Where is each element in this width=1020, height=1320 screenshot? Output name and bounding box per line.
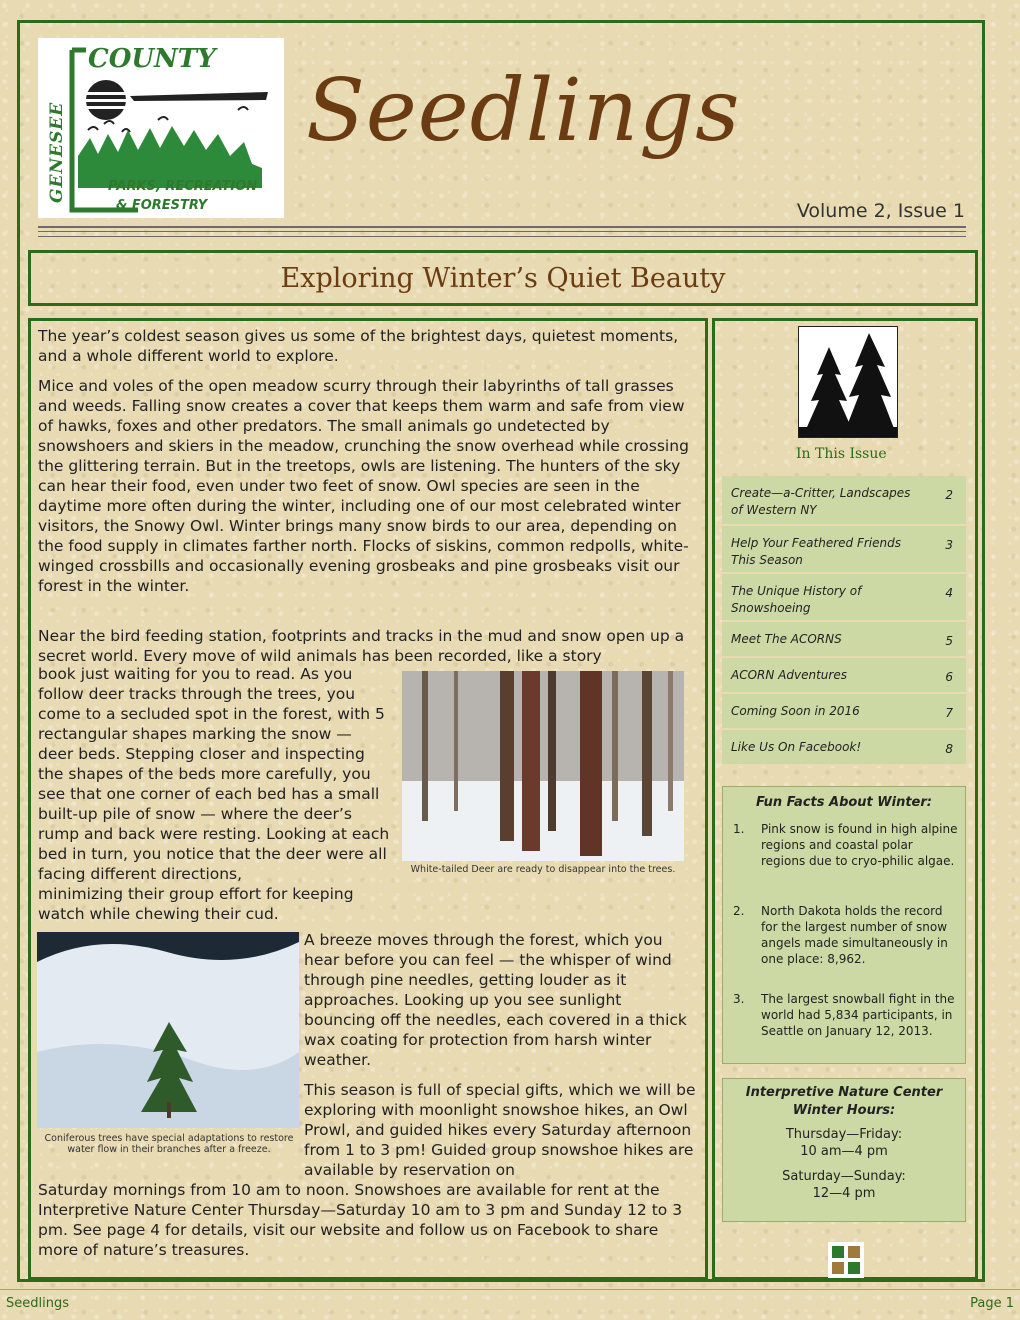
toc-title: In This Issue — [796, 446, 887, 462]
toc-item[interactable] — [722, 730, 966, 766]
toc-item-page: 2 — [945, 488, 953, 502]
fun-fact-number: 2. — [733, 904, 745, 918]
article-paragraph: A breeze moves through the forest, which you hear before you can feel — the whisper of wind through pine needles, getting louder as it approaches. Looking up you see sunlight bouncing off the needles, each covered in a thick wax coating for protection from harsh winter weather. — [304, 931, 687, 1069]
toc-item-label: The Unique History of Snowshoeing — [731, 584, 862, 615]
deer-forest-photo — [402, 671, 684, 861]
article-paragraph: Saturday mornings from 10 am to noon. Snowshoes are available for rent at the Interpretive Nature Center Thursday—Saturday 10 am to 3 pm and Sunday 12 to 3 pm. See page 4 for details, visit our website and follow us on Facebook to share more of nature’s treasures. — [38, 1181, 683, 1259]
hours-weekday-days: Thursday—Friday: — [785, 1127, 903, 1142]
toc-item-label: Meet The ACORNS — [731, 632, 842, 646]
acorn-icon — [828, 1242, 864, 1278]
seedling-snow-photo — [37, 932, 299, 1128]
toc-item[interactable] — [722, 476, 966, 526]
seedling-image — [37, 932, 299, 1128]
article-paragraph: book just waiting for you to read. As you follow deer tracks through the trees, you come to a secluded spot in the forest, with 5 rectangular shapes marking the snow — deer beds. Stepping closer and inspecting the shapes of the beds more carefully, you see that one corner of each bed has a small built-up pile of snow — where the deer’s rump and back were resting. Looking at each bed in turn, you notice that the deer were all facing different directions, — [38, 665, 390, 883]
toc-item-label: Help Your Feathered Friends This Season — [731, 536, 901, 567]
county-logo — [38, 38, 284, 218]
footer-publication: Seedlings — [6, 1296, 69, 1311]
logo-line1: PARKS, RECREATION — [108, 179, 258, 194]
article-paragraph: minimizing their group effort for keeping watch while chewing their cud. — [38, 885, 354, 923]
toc-item-label: Like Us On Facebook! — [731, 740, 862, 754]
article-paragraph: This season is full of special gifts, which we will be exploring with moonlight snowshoe hikes, an Owl Prowl, and guided hikes every Saturday afternoon from 1 to 3 pm! Guided group snowshoe hikes are available by reservation on — [304, 1081, 696, 1179]
pine-trees-illustration — [798, 326, 898, 438]
fun-fact-text: North Dakota holds the record for the largest number of snow angels made simultaneously in one place: 8,962. — [761, 904, 948, 966]
toc-table — [722, 476, 966, 766]
toc-item-label: Coming Soon in 2016 — [731, 704, 860, 718]
toc-item-page: 5 — [945, 634, 953, 648]
hours-weekday-time: 10 am—4 pm — [800, 1144, 888, 1159]
logo-line2: & FORESTRY — [116, 198, 208, 213]
fun-fact-item — [733, 903, 959, 983]
toc-item[interactable] — [722, 574, 966, 622]
fun-facts-title: Fun Facts About Winter: — [755, 795, 932, 810]
footer-rule — [0, 1289, 1020, 1290]
pine-trees-icon — [799, 327, 897, 437]
toc-item[interactable] — [722, 658, 966, 694]
nature-center-hours-box — [722, 1078, 966, 1222]
headline-box — [28, 250, 978, 306]
toc-item-page: 3 — [945, 538, 953, 552]
toc-item-label: ACORN Adventures — [731, 668, 847, 682]
fun-fact-item — [733, 991, 959, 1055]
toc-item-page: 6 — [945, 670, 953, 684]
toc-item[interactable] — [722, 526, 966, 574]
fun-facts-box — [722, 786, 966, 1064]
toc-item-page: 8 — [945, 742, 953, 756]
masthead-rule — [38, 231, 966, 232]
forest-image — [402, 671, 684, 861]
logo-county-word: COUNTY — [88, 44, 216, 74]
fun-fact-text: Pink snow is found in high alpine regions and coastal polar regions due to cryo-philic algae. — [761, 822, 958, 868]
masthead-rule — [38, 236, 966, 237]
footer-page-number: Page 1 — [970, 1296, 1014, 1311]
fun-fact-number: 3. — [733, 992, 745, 1006]
toc-item[interactable] — [722, 622, 966, 658]
fun-fact-text: The largest snowball fight in the world had 5,834 participants, in Seattle on January 12, 2013. — [761, 992, 955, 1038]
article-paragraph: The year’s coldest season gives us some of the brightest days, quietest moments, and a whole different world to explore. — [38, 327, 679, 365]
article-paragraph: Mice and voles of the open meadow scurry through their labyrinths of tall grasses and weeds. Falling snow creates a cover that keeps them warm and safe from view of hawks, foxes and other predators. The small animals go undetected by snowshoers and skiers in the meadow, crunching the snow overhead while crossing the glittering terrain. But in the treetops, owls are listening. The hunters of the sky can hear their food, even under two feet of snow. Owl species are seen in the daytime more often during the winter, including one of our most celebrated winter visitors, the Snowy Owl. Winter brings many snow birds to our area, depending on the food supply in climates farther north. Flocks of siskins, common redpolls, white-winged crossbills and occasionally evening grosbeaks and pine grosbeaks visit our forest in the winter. — [38, 377, 689, 595]
toc-item-label: Create—a-Critter, Landscapes of Western NY — [731, 486, 911, 517]
fun-fact-number: 1. — [733, 822, 745, 836]
logo-vertical-word: GENESEE — [47, 101, 67, 203]
hours-title: Interpretive Nature Center Winter Hours: — [745, 1085, 943, 1118]
acorn-logo — [828, 1242, 864, 1278]
toc-item-page: 7 — [945, 706, 953, 720]
toc-item[interactable] — [722, 694, 966, 730]
newsletter-title: Seedlings — [306, 61, 741, 161]
volume-issue: Volume 2, Issue 1 — [796, 200, 965, 222]
photo-caption: White-tailed Deer are ready to disappear into the trees. — [410, 864, 676, 875]
fun-fact-item — [733, 821, 959, 885]
hours-weekend-time: 12—4 pm — [812, 1186, 876, 1201]
toc-item-page: 4 — [945, 586, 953, 600]
article-paragraph: Near the bird feeding station, footprints and tracks in the mud and snow open up a secret world. Every move of wild animals has been recorded, like a story — [38, 627, 685, 665]
hours-weekend-days: Saturday—Sunday: — [782, 1169, 906, 1184]
headline: Exploring Winter’s Quiet Beauty — [280, 263, 726, 294]
photo-caption: Coniferous trees have special adaptations to restore water flow in their branches after a freeze. — [44, 1133, 294, 1155]
masthead-rule — [38, 226, 966, 228]
